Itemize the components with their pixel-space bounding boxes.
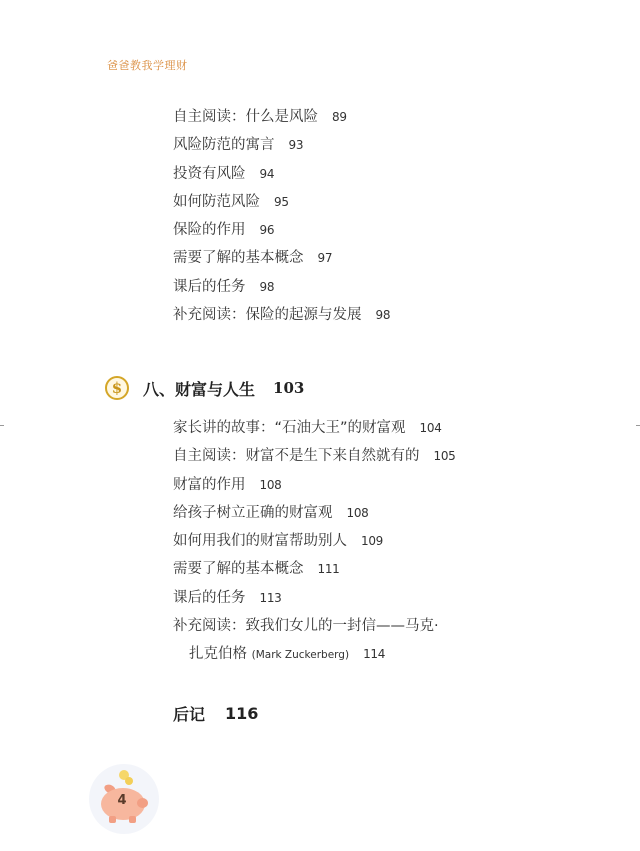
afterword-entry[interactable] bbox=[173, 702, 258, 725]
toc-entry-page: 97 bbox=[317, 251, 333, 266]
toc-entry-title: 补充阅读：致我们女儿的一封信——马克· bbox=[173, 618, 439, 635]
toc-entry-page: 111 bbox=[317, 562, 340, 577]
toc-entry-title: 家长讲的故事：“石油大王”的财富观 bbox=[173, 420, 406, 436]
toc-entry-title: 需要了解的基本概念 bbox=[173, 561, 304, 578]
toc-entry-page: 93 bbox=[288, 138, 304, 153]
toc-entry[interactable] bbox=[173, 503, 456, 531]
toc-entry[interactable] bbox=[173, 559, 456, 587]
toc-entry-english-name: (Mark Zuckerberg) bbox=[251, 649, 350, 662]
toc-entry-title: 补充阅读：保险的起源与发展 bbox=[173, 307, 362, 324]
toc-entry-continuation[interactable] bbox=[173, 644, 456, 672]
toc-entry[interactable] bbox=[173, 164, 390, 192]
toc-entry[interactable] bbox=[173, 418, 456, 446]
toc-entry-title: 自主阅读：财富不是生下来自然就有的 bbox=[173, 448, 420, 465]
chapter-page: 103 bbox=[273, 379, 305, 397]
afterword-page: 116 bbox=[225, 704, 259, 723]
coin-icon bbox=[125, 777, 133, 785]
toc-entry[interactable] bbox=[173, 248, 390, 276]
toc-entry-title: 财富的作用 bbox=[173, 476, 246, 493]
crop-mark-right bbox=[636, 425, 640, 426]
toc-entry-page: 108 bbox=[259, 477, 282, 492]
toc-entry-page: 98 bbox=[259, 279, 275, 294]
toc-entry-page: 105 bbox=[433, 449, 456, 464]
toc-entry-title: 投资有风险 bbox=[173, 165, 246, 182]
toc-entry-title: 如何防范风险 bbox=[173, 193, 260, 210]
dollar-coin-icon: $ bbox=[105, 376, 129, 400]
toc-entry-title: 课后的任务 bbox=[173, 589, 246, 606]
running-header: 爸爸教我学理财 bbox=[107, 59, 188, 72]
toc-entry[interactable] bbox=[173, 107, 390, 135]
toc-entry-title: 课后的任务 bbox=[173, 278, 246, 295]
toc-list-chapter8 bbox=[173, 418, 456, 673]
page-number: 4 bbox=[117, 793, 127, 808]
toc-entry-page: 94 bbox=[259, 166, 275, 181]
toc-entry[interactable] bbox=[173, 446, 456, 474]
pig-leg bbox=[109, 816, 116, 823]
toc-entry[interactable] bbox=[173, 277, 390, 305]
toc-entry[interactable] bbox=[173, 588, 456, 616]
toc-entry[interactable] bbox=[173, 531, 456, 559]
toc-entry-title: 保险的作用 bbox=[173, 222, 246, 239]
toc-entry-page: 109 bbox=[361, 534, 384, 549]
afterword-title: 后记 bbox=[173, 705, 206, 724]
toc-entry[interactable] bbox=[173, 616, 456, 644]
toc-entry-title: 扎克伯格 bbox=[189, 646, 247, 663]
chapter-title: 八、财富与人生 bbox=[143, 379, 256, 399]
toc-entry-page: 96 bbox=[259, 223, 275, 238]
toc-entry[interactable] bbox=[173, 135, 390, 163]
toc-entry-page: 95 bbox=[274, 194, 289, 209]
toc-entry[interactable] bbox=[173, 475, 456, 503]
toc-entry-page: 98 bbox=[375, 308, 391, 323]
toc-entry-page: 113 bbox=[259, 590, 282, 605]
pig-leg bbox=[129, 816, 136, 823]
toc-entry-page: 108 bbox=[346, 505, 369, 520]
toc-list-continued bbox=[173, 107, 390, 333]
toc-entry-title: 给孩子树立正确的财富观 bbox=[173, 504, 333, 521]
toc-entry-title: 自主阅读：什么是风险 bbox=[173, 109, 318, 125]
toc-entry-page: 104 bbox=[419, 421, 442, 435]
toc-entry-title: 需要了解的基本概念 bbox=[173, 250, 304, 267]
toc-entry-title: 如何用我们的财富帮助别人 bbox=[173, 533, 347, 550]
toc-entry[interactable] bbox=[173, 192, 390, 220]
piggy-bank-icon bbox=[89, 764, 159, 834]
toc-entry-title: 风险防范的寓言 bbox=[173, 137, 275, 154]
chapter-heading[interactable] bbox=[105, 374, 304, 402]
toc-entry-page: 114 bbox=[363, 647, 386, 662]
toc-entry[interactable] bbox=[173, 220, 390, 248]
toc-entry[interactable] bbox=[173, 305, 390, 333]
crop-mark-left bbox=[0, 425, 4, 426]
toc-entry-page: 89 bbox=[332, 110, 347, 124]
